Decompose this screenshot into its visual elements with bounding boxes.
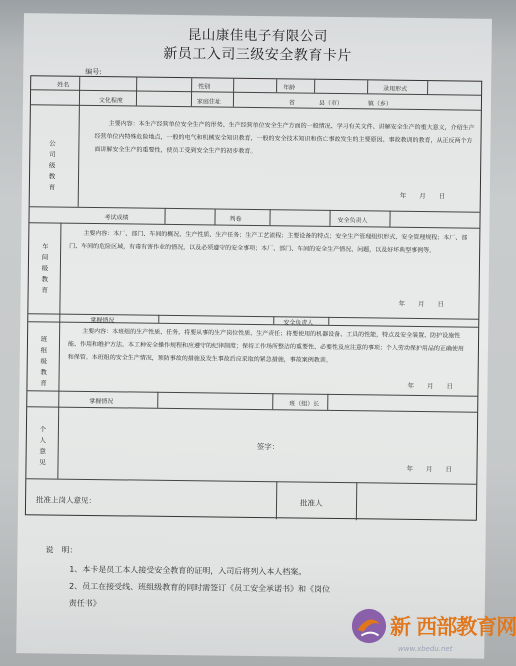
workshop-safety-officer-label: 安全负责人 — [283, 319, 314, 327]
gender-label: 性别 — [198, 83, 211, 91]
education-card-table — [25, 75, 482, 520]
personal-opinion-date: 年 月 日 — [406, 464, 453, 474]
home-address-label: 家庭住址 — [196, 98, 222, 106]
number-label: 编号: — [85, 67, 102, 77]
instruction-item-2: 2、员工在接受线、班组级教育的同时需签订《员工安全承诺书》和《岗位 — [68, 581, 331, 594]
instruction-item-1: 1、本卡是员工本人接受安全教育的证明，入司后将列入本人档案。 — [69, 564, 307, 577]
age-label: 年龄 — [283, 84, 296, 92]
education-level-label: 文化程度 — [98, 97, 124, 105]
company-level-label: 公司级教育 — [48, 139, 56, 192]
company-level-content: 主要内容：本生产经营单位安全生产的形势、生产经营单位安全生产方面的一般情况、学习有关文件、讲解安全生产的重大意义，介绍生产经营单位内特殊危险地点，一般的电气和机械安全知识教育，一般的安全技术知识和伤亡事故发生的主要原因、事故教训的教育，从正反两个方面讲解安全生产的重要性，使员工受到安全生产的初步教育。 — [94, 120, 475, 155]
watermark-text: 新 西部教育网 — [390, 614, 516, 639]
employment-type-label: 录用形式 — [383, 85, 408, 93]
team-level-date: 年 月 日 — [407, 381, 454, 391]
approval-opinion-label: 批准上岗人意见： — [36, 495, 97, 506]
workshop-level-content: 主要内容：本厂、部门、车间的概况，生产性质、生产任务；生产工艺流程；主要设备的特点；安全生产管理组织形式、安全管理规程；本厂、部门、车间的危险区域，有毒有害作业的情况，以及必须遵守的安全事项；本厂、部门、车间的安全生产情况、问题，以及好坏典型事例等。 — [69, 229, 468, 255]
team-level-label: 班组级教育 — [40, 335, 48, 388]
workshop-mastery-label: 掌握情况 — [90, 316, 115, 325]
instructions-header: 说 明： — [45, 545, 78, 555]
approver-label: 批准人 — [299, 498, 323, 508]
town-label: 镇（乡） — [367, 100, 392, 108]
signature-label: 签字： — [256, 442, 280, 452]
team-mastery-label: 掌握情况 — [89, 397, 114, 406]
watermark-url: www.xbedu.net — [398, 645, 453, 653]
watermark-logo-icon — [350, 607, 388, 645]
company-name: 昆山康佳电子有限公司 — [187, 27, 328, 45]
team-leader-label: 班（组）长 — [289, 400, 320, 408]
document-page — [16, 13, 492, 659]
personal-opinion-label: 个人意见 — [39, 425, 47, 467]
team-level-content: 主要内容：本班组的生产性质、任务，将要从事的生产岗位性质、生产责任；将要使用的机器设备、工具的性能，特点及安全装置、防护设施性能、作用和维护方法。本工种安全操作规程和应遵守的纪律制度；保持工作场所整洁的重要性、必要性及应注意的事项；个人劳动保护用品的正确使用和保管。本班组的安全生产情况，预防事故的措施及发生事故后应采取的紧急措施，事故案例教训。 — [67, 327, 465, 364]
province-label: 省 — [288, 99, 295, 107]
workshop-level-date: 年 月 日 — [398, 299, 445, 309]
exam-score-label: 考试成绩 — [104, 214, 129, 222]
instruction-item-2-continued: 责任书》 — [68, 598, 101, 609]
name-label: 姓名 — [57, 81, 70, 89]
safety-officer-label: 安全负责人 — [337, 216, 368, 225]
county-label: 县（市） — [318, 99, 343, 108]
grader-label: 判卷 — [229, 215, 242, 223]
workshop-level-label: 车间级教育 — [41, 242, 49, 295]
site-watermark — [350, 605, 516, 666]
company-level-date: 年 月 日 — [399, 191, 446, 201]
form-title: 新员工入司三级安全教育卡片 — [163, 45, 352, 65]
